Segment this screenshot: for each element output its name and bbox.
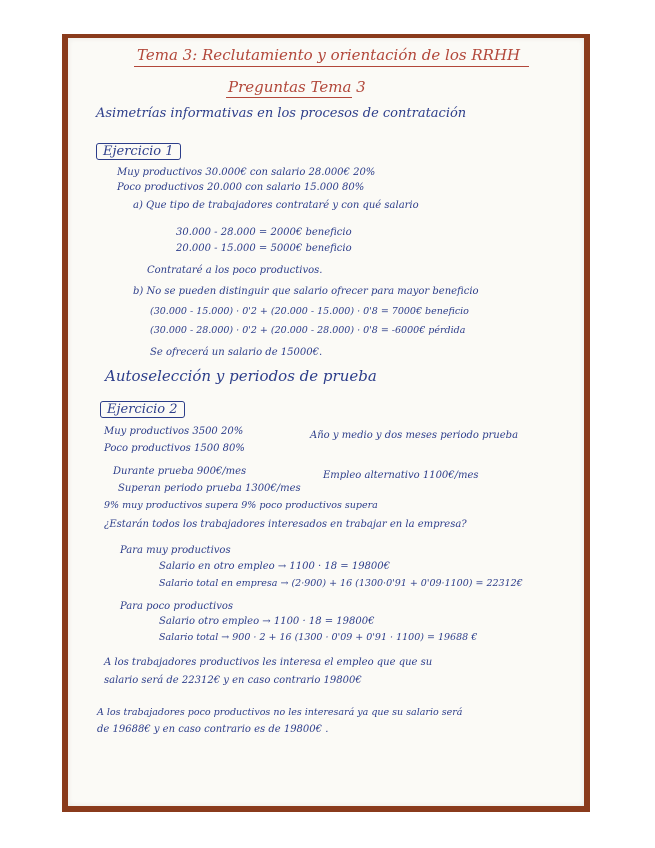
section-heading-asimetrias: Asimetrías informativas en los procesos de contratación (96, 106, 467, 121)
ex2-question: ¿Estarán todos los trabajadores interesados en trabajar en la empresa? (104, 519, 467, 530)
ex2-poco-total: Salario total → 900 · 2 + 16 (1300 · 0'09 + 0'91 · 1100) = 19688 € (159, 632, 478, 643)
ex1-calc-2: 20.000 - 15.000 = 5000€ beneficio (176, 243, 352, 254)
conclusion-1-line-1: A los trabajadores productivos les interesa el empleo que que su (104, 657, 433, 668)
section-heading-autoseleccion: Autoselección y periodos de prueba (105, 367, 377, 385)
subtitle-underline (226, 97, 352, 98)
ex1-line-poco: Poco productivos 20.000 con salario 15.000 80% (117, 182, 365, 193)
conclusion-2-line-1: A los trabajadores poco productivos no les interesará ya que su salario será (97, 707, 463, 718)
document-subtitle: Preguntas Tema 3 (228, 78, 366, 96)
ex2-muy-total: Salario total en empresa → (2·900) + 16 (1300·0'91 + 0'09·1100) = 22312€ (159, 578, 523, 589)
ex1-answer-a: Contrataré a los poco productivos. (147, 265, 323, 276)
ex2-line-muy: Muy productivos 3500 20% (104, 426, 244, 437)
title-underline (134, 66, 529, 67)
ex2-line-alternativo: Empleo alternativo 1100€/mes (323, 470, 479, 481)
ex1-calc-3: (30.000 - 15.000) · 0'2 + (20.000 - 15.000) · 0'8 = 7000€ beneficio (150, 306, 469, 317)
ex2-line-superan: Superan periodo prueba 1300€/mes (118, 483, 301, 494)
ex1-line-muy: Muy productivos 30.000€ con salario 28.000€ 20% (117, 167, 376, 178)
exercise-1-label: Ejercicio 1 (96, 143, 181, 160)
ex2-line-prueba: Durante prueba 900€/mes (113, 466, 247, 477)
ex1-question-b: b) No se pueden distinguir que salario ofrecer para mayor beneficio (133, 286, 479, 297)
exercise-2-label: Ejercicio 2 (100, 401, 185, 418)
ex2-line-periodo: Año y medio y dos meses periodo prueba (310, 430, 519, 441)
ex2-para-poco: Para poco productivos (120, 601, 234, 612)
ex2-para-muy: Para muy productivos (120, 545, 231, 556)
ex2-poco-otro-empleo: Salario otro empleo → 1100 · 18 = 19800€ (159, 616, 375, 627)
document-title: Tema 3: Reclutamiento y orientación de los RRHH (137, 46, 521, 64)
ex1-calc-1: 30.000 - 28.000 = 2000€ beneficio (176, 227, 352, 238)
conclusion-1-line-2: salario será de 22312€ y en caso contrario 19800€ (104, 675, 362, 686)
ex2-muy-otro-empleo: Salario en otro empleo → 1100 · 18 = 19800€ (159, 561, 391, 572)
ex1-answer-b: Se ofrecerá un salario de 15000€. (150, 347, 323, 358)
ex1-question-a: a) Que tipo de trabajadores contrataré y con qué salario (133, 200, 419, 211)
ex1-calc-4: (30.000 - 28.000) · 0'2 + (20.000 - 28.000) · 0'8 = -6000€ pérdida (150, 325, 466, 336)
ex2-line-poco: Poco productivos 1500 80% (104, 443, 245, 454)
ex2-line-porcentajes: 9% muy productivos supera 9% poco productivos supera (104, 500, 378, 511)
conclusion-2-line-2: de 19688€ y en caso contrario es de 19800€ . (97, 724, 329, 735)
